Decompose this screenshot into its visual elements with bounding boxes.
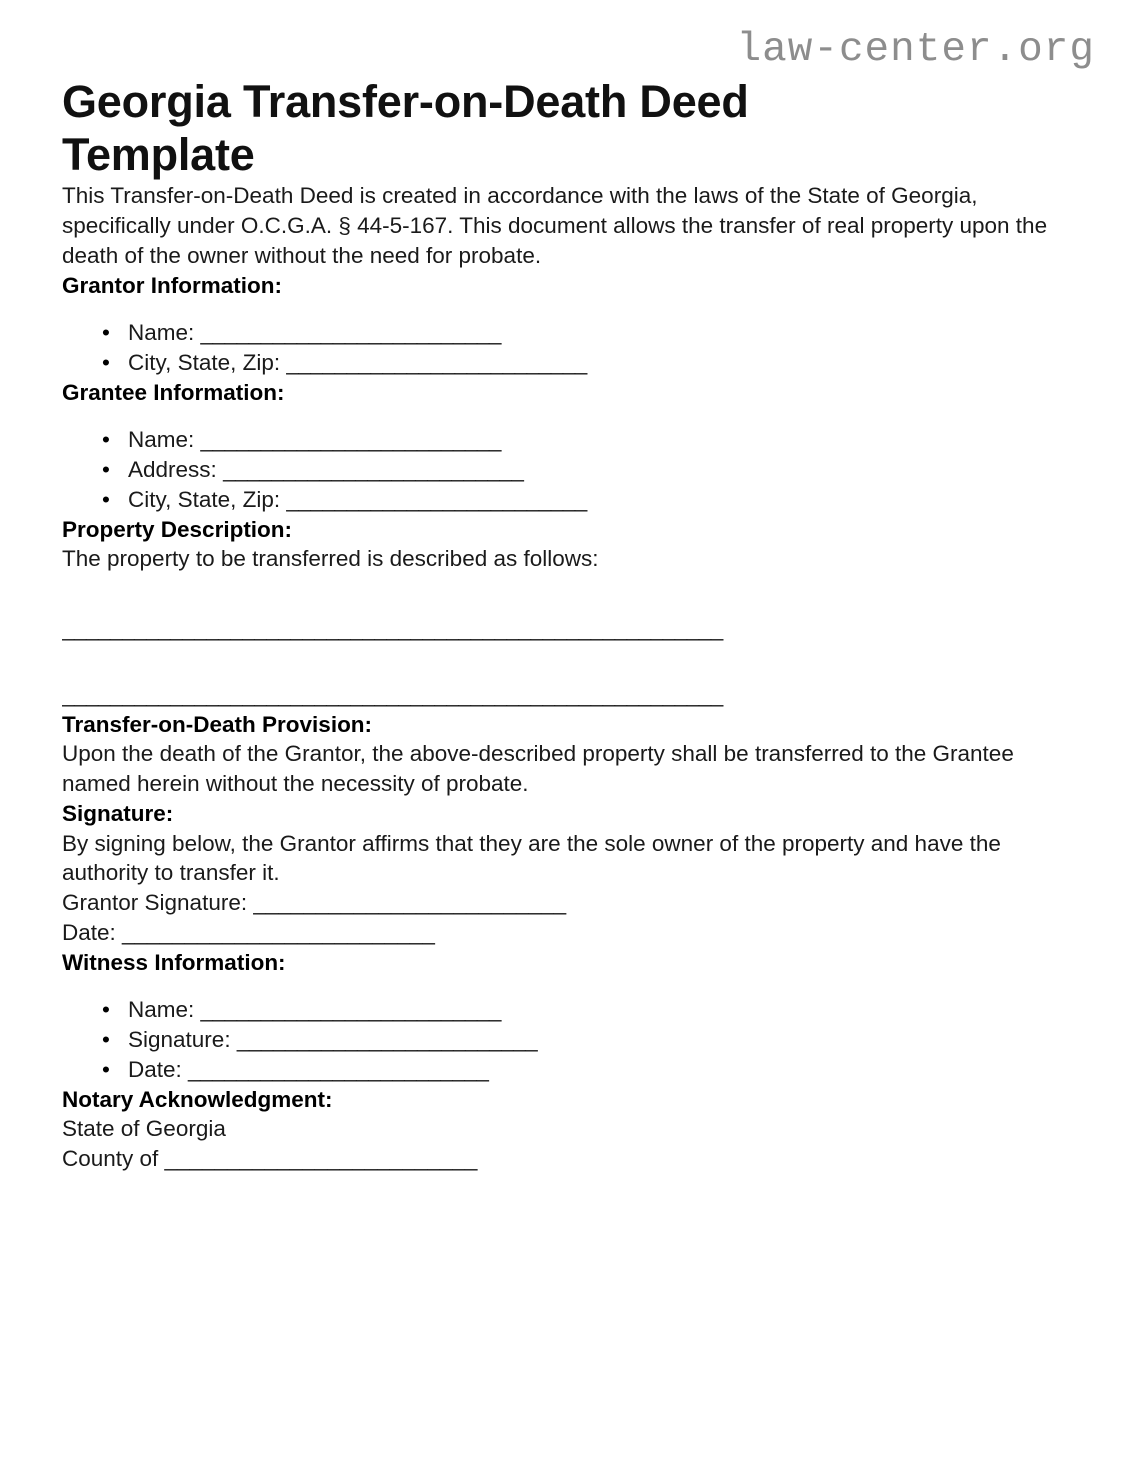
grantor-field-list bbox=[62, 318, 1071, 378]
list-item bbox=[98, 1025, 1071, 1055]
notary-county-line[interactable]: County of _________________________ bbox=[62, 1146, 478, 1172]
grantee-field-list bbox=[62, 425, 1071, 515]
blank-line-grantee-name[interactable]: _________________________ bbox=[200, 427, 501, 453]
blank-line-property-2[interactable]: _______________________________________________________ bbox=[62, 682, 723, 708]
section-heading-grantor: Grantor Information: bbox=[62, 273, 282, 299]
grantor-date-line[interactable]: Date: _________________________ bbox=[62, 920, 435, 946]
blank-line-grantor-city-state-zip[interactable]: _________________________ bbox=[286, 350, 587, 376]
grantor-signature-line[interactable]: Grantor Signature: _________________________ bbox=[62, 890, 567, 916]
field-label-witness-name: Name: bbox=[128, 997, 195, 1023]
section-heading-witness: Witness Information: bbox=[62, 950, 286, 976]
field-label-witness-date: Date: bbox=[128, 1057, 182, 1083]
list-item bbox=[98, 425, 1071, 455]
site-watermark: law-center.org bbox=[736, 27, 1095, 73]
signature-paragraph: By signing below, the Grantor affirms that they are the sole owner of the property and have the authority to transfer it. bbox=[62, 830, 1001, 886]
section-heading-property-description: Property Description: bbox=[62, 517, 293, 543]
blank-line-witness-date[interactable]: _________________________ bbox=[188, 1057, 489, 1083]
field-label-grantor-name: Name: bbox=[128, 320, 195, 346]
property-description-intro: The property to be transferred is described as follows: bbox=[62, 546, 599, 572]
list-item bbox=[98, 1055, 1071, 1085]
section-heading-notary-acknowledgment: Notary Acknowledgment: bbox=[62, 1087, 333, 1113]
field-label-grantee-city-state-zip: City, State, Zip: bbox=[128, 487, 281, 513]
list-item bbox=[98, 455, 1071, 485]
blank-line-witness-signature[interactable]: _________________________ bbox=[236, 1027, 538, 1053]
list-item bbox=[98, 318, 1071, 348]
list-item bbox=[98, 348, 1071, 378]
blank-line-grantee-city-state-zip[interactable]: _________________________ bbox=[286, 487, 587, 513]
intro-paragraph: This Transfer-on-Death Deed is created in accordance with the laws of the State of Georgia, specifically under O.C.G.A. § 44-5-167. This document allows the transfer of real property upon the death of the owner without the need for probate. bbox=[62, 183, 1048, 269]
page-title: Georgia Transfer-on-Death Deed Template bbox=[62, 76, 749, 180]
field-label-grantee-name: Name: bbox=[128, 427, 195, 453]
section-heading-signature: Signature: bbox=[62, 801, 174, 827]
blank-line-witness-name[interactable]: _________________________ bbox=[200, 997, 501, 1023]
field-label-grantor-city-state-zip: City, State, Zip: bbox=[128, 350, 281, 376]
section-heading-transfer-on-death-provision: Transfer-on-Death Provision: bbox=[62, 712, 373, 738]
witness-field-list bbox=[62, 995, 1071, 1085]
blank-line-grantee-address[interactable]: _________________________ bbox=[223, 457, 524, 483]
list-item bbox=[98, 485, 1071, 515]
list-item bbox=[98, 995, 1071, 1025]
field-label-witness-signature: Signature: bbox=[128, 1027, 231, 1053]
blank-line-property-1[interactable]: _______________________________________________________ bbox=[62, 616, 723, 642]
blank-line-grantor-name[interactable]: _________________________ bbox=[200, 320, 501, 346]
section-heading-grantee: Grantee Information: bbox=[62, 380, 285, 406]
notary-state-line: State of Georgia bbox=[62, 1116, 226, 1142]
provision-paragraph: Upon the death of the Grantor, the above-described property shall be transferred to the Grantee named herein without the necessity of probate. bbox=[62, 741, 1014, 797]
field-label-grantee-address: Address: bbox=[128, 457, 217, 483]
